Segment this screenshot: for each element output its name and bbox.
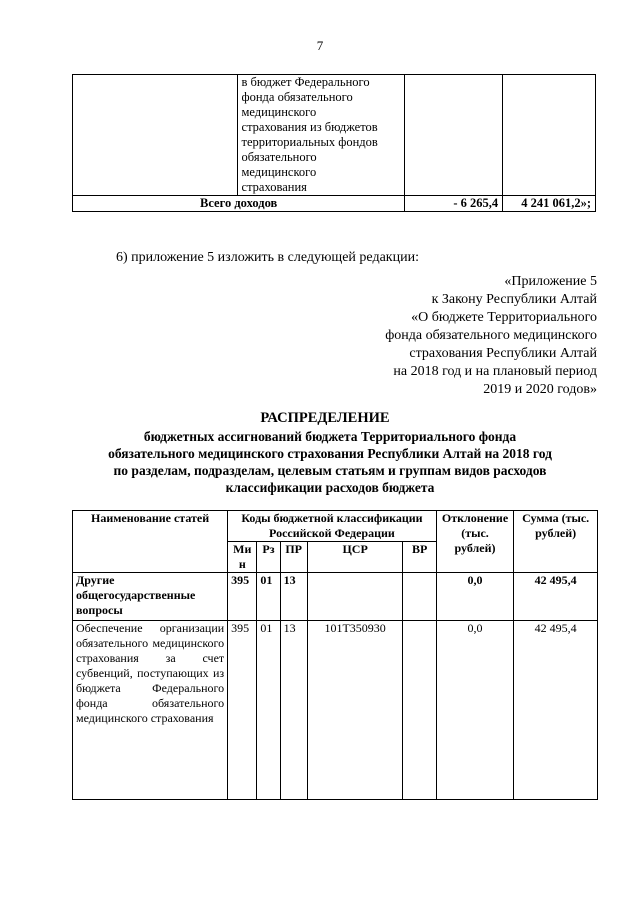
total-change: - 6 265,4 — [405, 196, 503, 212]
continuation-text: в бюджет Федерального фонда обязательного медицинского страхования из бюджетов территориальных фондов обязательного медицинского страхования — [237, 75, 405, 196]
document-subtitle: бюджетных ассигнований бюджета Территориального фонда обязательного медицинского страхования Республики Алтай на 2018 год по разделам, подразделам, целевым статьям и группам видов расходов классификации расходов бюджета — [108, 429, 552, 495]
header-pr: ПР — [280, 542, 307, 573]
total-row — [73, 196, 596, 212]
income-table-continuation — [72, 74, 596, 212]
header-name: Наименование статей — [73, 511, 228, 573]
table-row: Обеспечение организации обязательного медицинского страхования за счет субвенций, поступающих из бюджета Федерального фонда обязательного медицинского страхования 395 01 13 101Т350930 0,0 42 495,4 — [73, 621, 598, 800]
header-sum: Сумма (тыс. рублей) — [514, 511, 598, 573]
document-title: РАСПРЕДЕЛЕНИЕ — [260, 410, 390, 426]
total-sum: 4 241 061,2»; — [503, 196, 596, 212]
header-rz: Рз — [257, 542, 280, 573]
header-change: Отклонение (тыс. рублей) — [436, 511, 514, 573]
page-number: 7 — [316, 38, 324, 53]
expenditure-table — [72, 510, 598, 800]
table-header-row — [73, 511, 598, 542]
header-vr: ВР — [403, 542, 436, 573]
header-min: Ми н — [228, 542, 257, 573]
header-codes: Коды бюджетной классификации Российской Федерации — [228, 511, 437, 542]
item-6-text: 6) приложение 5 изложить в следующей редакции: — [116, 250, 419, 265]
header-csr: ЦСР — [307, 542, 403, 573]
table-row — [73, 75, 596, 196]
total-label: Всего доходов — [73, 196, 405, 212]
appendix-header: «Приложение 5 к Закону Республики Алтай «О бюджете Территориального фонда обязательного медицинского страхования Республики Алтай на 2018 год и на плановый период 2019 и 2020 годов» — [385, 274, 597, 397]
table-row: Другие общегосударственные вопросы 395 01 13 0,0 42 495,4 — [73, 573, 598, 621]
